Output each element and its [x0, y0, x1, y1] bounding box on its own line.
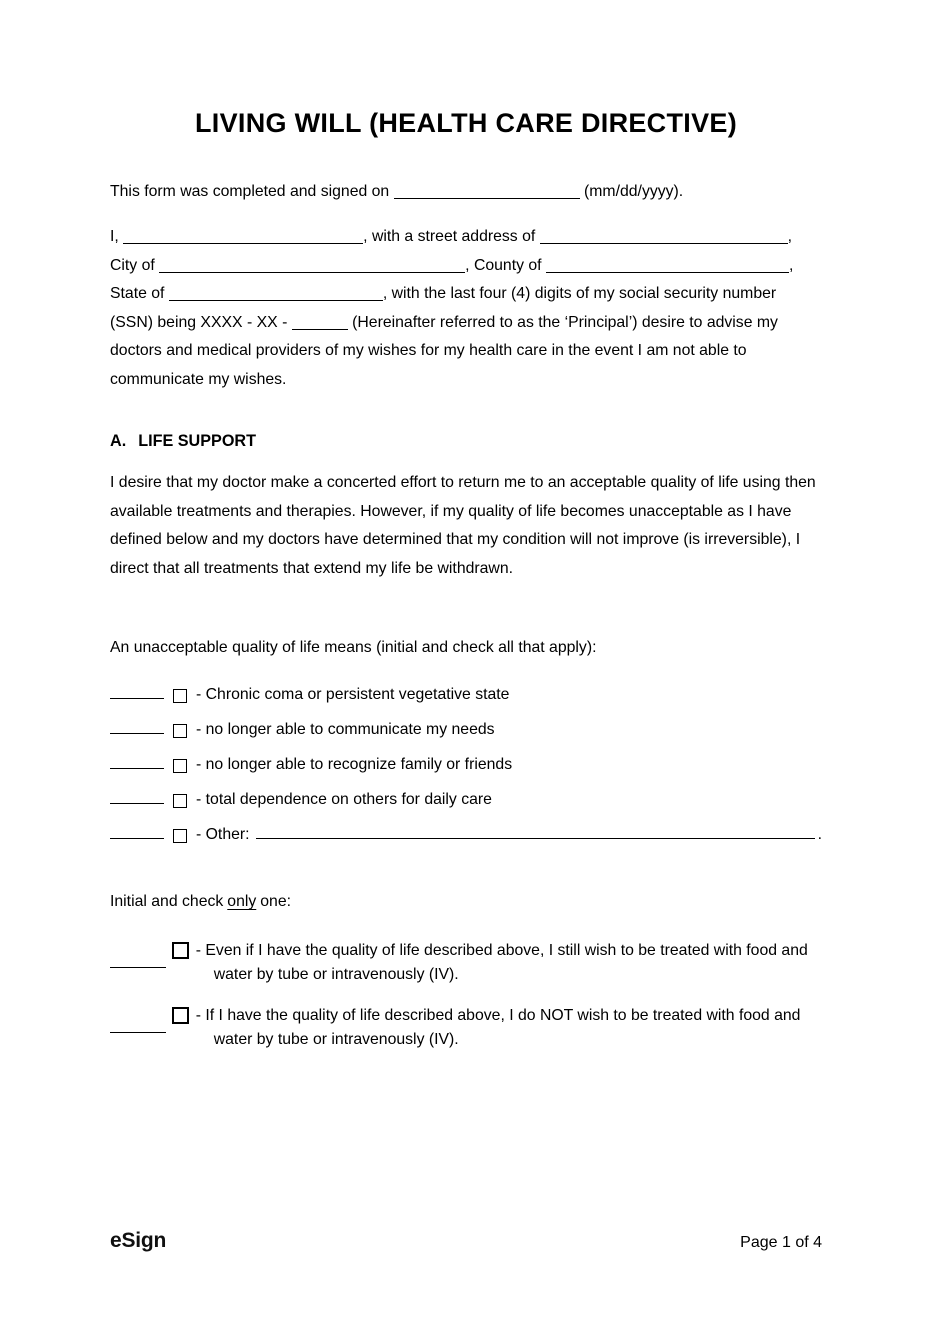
quality-option-row [110, 719, 822, 740]
option-label: - no longer able to communicate my needs [196, 721, 495, 738]
checkbox-icon[interactable] [172, 1007, 189, 1024]
feeding-option-row [110, 939, 822, 987]
intro-text: , County of [465, 256, 542, 274]
only-one-intro [110, 893, 822, 911]
section-a-number: A. [110, 432, 127, 450]
section-a-title: LIFE SUPPORT [138, 432, 257, 450]
option-label: - Chronic coma or persistent vegetative state [196, 686, 510, 703]
city-blank[interactable] [159, 258, 465, 273]
ssn-last4-blank[interactable] [292, 315, 348, 330]
intro-line-4 [110, 309, 822, 338]
section-a-heading [110, 432, 822, 451]
intro-text: I, [110, 228, 119, 245]
intro-text: , with a street address of [363, 228, 536, 245]
initials-blank[interactable] [110, 789, 164, 804]
checkbox-icon[interactable] [173, 829, 187, 843]
street-address-blank[interactable] [540, 229, 788, 244]
only-one-text: one: [260, 893, 292, 910]
intro-text: , with the last four (4) digits of my social security number [382, 285, 777, 302]
option-label: - total dependence on others for daily care [196, 791, 492, 808]
quality-option-row [110, 754, 822, 775]
page-content [0, 108, 934, 1052]
option-label: - If I have the quality of life described above, I do NOT wish to be treated with food and water by tube or intravenously (IV). [195, 1007, 801, 1048]
other-text-blank[interactable] [256, 824, 815, 839]
intro-text: City of [110, 256, 155, 274]
feeding-option-row [110, 1004, 822, 1052]
intro-text: , [787, 228, 793, 245]
page-number: Page 1 of 4 [740, 1234, 822, 1251]
signed-on-line [110, 183, 822, 201]
initials-blank[interactable] [110, 953, 166, 968]
intro-text: State of [110, 285, 165, 302]
esign-logo: eSign [110, 1229, 167, 1252]
intro-line-6 [110, 366, 822, 395]
initials-blank[interactable] [110, 754, 164, 769]
option-label: - Other: [196, 826, 250, 843]
only-one-text: Initial and check [110, 893, 224, 910]
quality-option-row-other [110, 824, 822, 845]
checkbox-icon[interactable] [172, 942, 189, 959]
document-page [0, 108, 934, 1317]
initials-blank[interactable] [110, 824, 164, 839]
principal-name-blank[interactable] [123, 229, 363, 244]
intro-text: , [788, 256, 794, 274]
page-footer [110, 1229, 822, 1253]
checkbox-icon[interactable] [173, 689, 187, 703]
state-blank[interactable] [169, 286, 383, 301]
intro-text: doctors and medical providers of my wishes for my health care in the event I am not able to [110, 342, 747, 359]
date-format-hint: (mm/dd/yyyy). [584, 183, 684, 200]
initials-blank[interactable] [110, 684, 164, 699]
intro-line-5 [110, 337, 822, 366]
option-label-suffix: . [817, 826, 822, 843]
intro-line-3 [110, 280, 822, 309]
signed-date-blank[interactable] [394, 184, 580, 199]
signed-on-text: This form was completed and signed on [110, 183, 390, 200]
principal-intro-paragraph [110, 223, 822, 394]
intro-text: (Hereinafter referred to as the ‘Principal’) desire to advise my [352, 313, 778, 331]
initials-blank[interactable] [110, 719, 164, 734]
option-label: - Even if I have the quality of life described above, I still wish to be treated with food and water by tube or intravenously (IV). [195, 942, 808, 983]
intro-text: (SSN) being XXXX - XX - [110, 313, 288, 331]
quality-option-row [110, 789, 822, 810]
initials-blank[interactable] [110, 1018, 166, 1033]
checkbox-icon[interactable] [173, 724, 187, 738]
county-blank[interactable] [546, 258, 789, 273]
checkbox-icon[interactable] [173, 759, 187, 773]
intro-text: communicate my wishes. [110, 370, 287, 388]
only-one-underlined: only [227, 893, 257, 910]
checklist-intro: An unacceptable quality of life means (initial and check all that apply): [110, 639, 597, 656]
life-support-paragraph: I desire that my doctor make a concerted effort to return me to an acceptable quality of life using then available treatments and therapies. However, if my quality of life becomes unacceptable as I have defined below and my doctors have determined that my condition will not improve (is irreversible), I direct that all treatments that extend my life be withdrawn. [110, 474, 816, 577]
option-label: - no longer able to recognize family or friends [196, 756, 513, 773]
intro-line-2 [110, 252, 822, 281]
document-title: LIVING WILL (HEALTH CARE DIRECTIVE) [195, 108, 737, 138]
intro-line-1 [110, 223, 822, 252]
quality-option-row [110, 684, 822, 705]
checkbox-icon[interactable] [173, 794, 187, 808]
